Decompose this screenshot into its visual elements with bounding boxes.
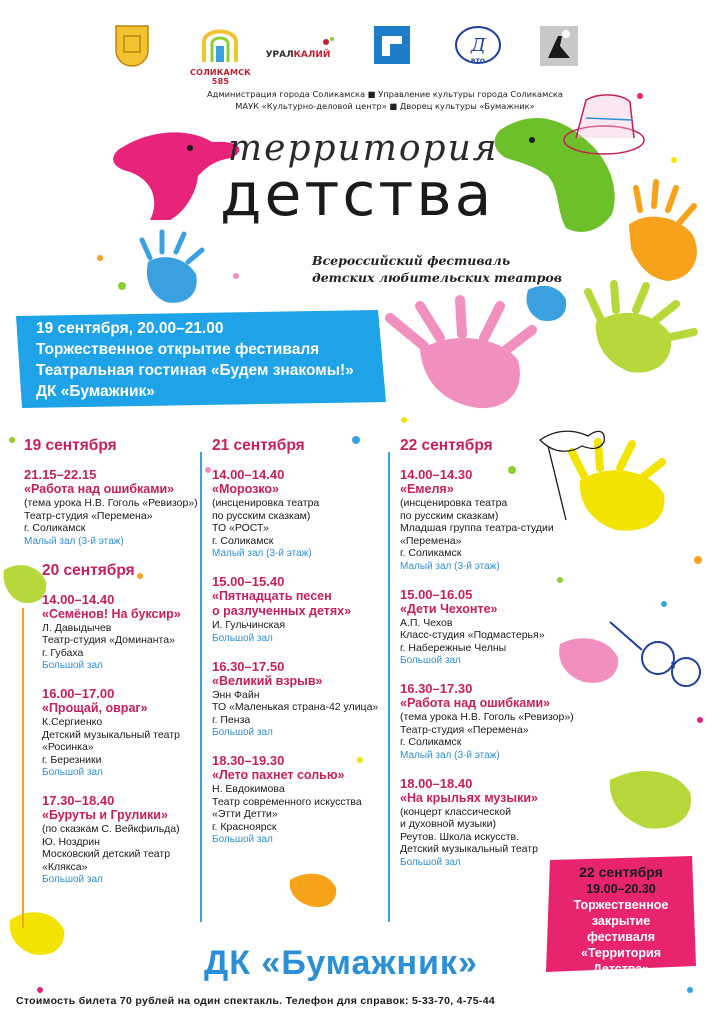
- event-hall: Большой зал: [42, 660, 103, 671]
- schedule-event: [400, 587, 580, 668]
- schedule-event: [212, 659, 388, 740]
- event-detail: Московский детский театр: [42, 848, 171, 860]
- event-detail: Реутов. Школа искусств.: [400, 830, 520, 843]
- schedule-event: [42, 793, 200, 886]
- event-title: «Буруты и Грулики»: [42, 808, 168, 822]
- event-time: 17.30–18.40: [42, 793, 115, 808]
- dk-figure-icon: [538, 22, 580, 68]
- event-detail: Театр-студия «Доминанта»: [42, 634, 175, 646]
- event-detail: Н. Евдокимова: [212, 783, 285, 795]
- uralkali-suffix: КАЛИЙ: [293, 50, 331, 60]
- closing-ceremony-text: [546, 864, 696, 977]
- yellow-hand-print-bottom-left: [10, 912, 64, 955]
- event-title: «Прощай, овраг»: [42, 701, 148, 715]
- event-hall: Малый зал (3-й этаж): [400, 560, 500, 572]
- event-detail: (инсценировка театра: [400, 497, 508, 509]
- event-hall: Малый зал (3-й этаж): [400, 749, 500, 761]
- event-detail: г. Набережные Челны: [400, 641, 507, 654]
- event-title: «Пятнадцать песен: [212, 589, 332, 603]
- day-heading: 21 сентября: [212, 437, 305, 454]
- event-detail: ТО «Маленькая страна-42 улица»: [212, 701, 379, 713]
- event-detail: И. Гульчинская: [212, 619, 286, 631]
- event-title: «Лето пахнет солью»: [212, 768, 345, 782]
- event-hall: Малый зал (3-й этаж): [24, 535, 124, 547]
- event-title: «Дети Чехонте»: [400, 601, 498, 616]
- closing-line: «Территория: [580, 946, 662, 960]
- event-detail: «Перемена»: [400, 534, 462, 547]
- event-detail: г. Красноярск: [212, 820, 277, 833]
- column-divider-2: [388, 452, 390, 922]
- schedule-event: [212, 467, 388, 560]
- blue-hand-print-right: [527, 286, 567, 321]
- kdc-logo: [372, 22, 412, 68]
- uralkali-logo-text: [266, 50, 331, 60]
- event-time: 15.00–16.05: [400, 586, 473, 602]
- opening-event-name: Торжественное открытие фестиваля: [36, 341, 320, 358]
- event-detail: Театр-студия «Перемена»: [400, 723, 529, 736]
- organizers-list: [170, 88, 600, 112]
- event-detail: и духовной музыки): [400, 818, 497, 830]
- event-hall: Малый зал (3-й этаж): [212, 548, 312, 559]
- event-detail: Ю. Ноздрин: [42, 835, 100, 848]
- event-detail: (тема урока Н.В. Гоголь «Ревизор»): [400, 711, 574, 723]
- schedule-event: [24, 467, 200, 548]
- event-hall: Большой зал: [212, 727, 273, 738]
- event-detail: г. Соликамск: [24, 522, 86, 534]
- event-hall: Большой зал: [400, 655, 461, 666]
- closing-line: Детства»: [592, 962, 650, 976]
- event-time: 14.00–14.40: [42, 591, 115, 607]
- event-detail: г. Соликамск: [400, 736, 462, 748]
- event-detail: Детский музыкальный театр: [400, 843, 538, 855]
- event-time: 16.00–17.00: [42, 686, 115, 701]
- uralkali-logo: [262, 36, 334, 60]
- solikamsk-logo-label: СОЛИКАМСК 585: [190, 68, 251, 86]
- event-time: 15.00–15.40: [212, 574, 285, 589]
- event-detail: г. Пенза: [212, 713, 251, 726]
- event-title: о разлученных детях»: [212, 604, 352, 618]
- event-detail: Энн Файн: [212, 688, 260, 701]
- event-title: «Великий взрыв»: [212, 673, 323, 688]
- opening-venue: ДК «Бумажник»: [36, 383, 155, 400]
- event-detail: (концерт классической: [400, 805, 511, 818]
- schedule-event: [42, 686, 200, 779]
- schedule-column-2: [212, 437, 388, 860]
- svg-text:Д: Д: [471, 35, 486, 56]
- festival-title-main: детства: [220, 160, 495, 230]
- schedule-event: [42, 592, 200, 673]
- schedule-column-1: [24, 437, 200, 900]
- opening-banner-text: [36, 318, 354, 402]
- glasses-doodle: [610, 622, 700, 686]
- schedule-event: [400, 776, 580, 869]
- day-section: [24, 562, 200, 887]
- event-detail: Класс-студия «Подмастерья»: [400, 629, 545, 641]
- day-heading: 22 сентября: [400, 437, 493, 454]
- event-detail: Младшая группа театра-студии: [400, 522, 554, 534]
- event-detail: Театр современного искусства: [212, 795, 362, 808]
- event-title: «Работа над ошибками»: [400, 696, 551, 710]
- festival-subtitle: Всероссийский фестиваль детских любительских театров: [312, 253, 562, 285]
- lime-hand-print-bottom-right: [610, 771, 691, 829]
- column-divider-1: [200, 452, 202, 922]
- closing-time: 19.00–20.30: [586, 882, 656, 896]
- event-detail: Детский музыкальный театр: [42, 728, 180, 741]
- event-detail: по русским сказкам): [400, 509, 499, 522]
- opening-banner: [16, 310, 386, 408]
- event-time: 18.30–19.30: [212, 753, 285, 768]
- ticket-price-footer: Стоимость билета 70 рублей на один спектакль. Телефон для справок: 5-33-70, 4-75-44: [16, 995, 495, 1007]
- event-detail: К.Сергиенко: [42, 716, 103, 728]
- event-detail: г. Соликамск: [400, 547, 462, 559]
- orange-hand-print: [632, 182, 694, 278]
- coat-of-arms-logo: [112, 22, 152, 68]
- day-heading: 19 сентября: [24, 437, 117, 454]
- coat-of-arms-icon: [112, 22, 152, 68]
- day-section: [24, 437, 200, 548]
- event-detail: г. Губаха: [42, 646, 84, 659]
- vto-logo: [452, 22, 504, 65]
- event-detail: Театр-студия «Перемена»: [24, 509, 153, 522]
- event-detail: «Этти Детти»: [212, 808, 278, 820]
- event-title: «На крыльях музыки»: [400, 790, 538, 805]
- closing-line: фестиваля: [586, 930, 656, 944]
- solikamsk-arch-icon: [198, 22, 242, 66]
- event-hall: Большой зал: [42, 767, 103, 778]
- uralkali-dots-icon: [262, 36, 334, 50]
- schedule-event: [400, 681, 580, 762]
- closing-line: Торжественное: [573, 898, 669, 912]
- yellow-hand-print-right: [580, 470, 665, 530]
- organizers-line-2: МАУК «Культурно-деловой центр» ■ Дворец культуры «Бумажник»: [235, 101, 535, 111]
- event-detail: Л. Давыдычев: [42, 621, 112, 634]
- solikamsk-585-logo: [190, 22, 251, 86]
- event-time: 16.30–17.50: [212, 658, 285, 674]
- day-heading: 20 сентября: [42, 561, 135, 579]
- event-title: «Морозко»: [212, 482, 279, 496]
- venue-name: ДК «Бумажник»: [204, 944, 478, 982]
- vto-logo-label: ВТО: [470, 58, 486, 65]
- event-time: 18.00–18.40: [400, 775, 473, 791]
- event-detail: по русским сказкам): [212, 509, 311, 522]
- event-detail: ТО «РОСТ»: [212, 522, 269, 534]
- schedule-event: [212, 753, 388, 846]
- event-title: «Семёнов! На буксир»: [42, 606, 181, 621]
- event-detail: (по сказкам С. Вейкфильда): [42, 823, 180, 835]
- event-title: «Работа над ошибками»: [24, 482, 175, 496]
- event-detail: г. Березники: [42, 753, 102, 766]
- dk-bumazhnik-logo: [538, 22, 580, 68]
- kdc-square-icon: [372, 22, 412, 68]
- event-hall: Большой зал: [42, 874, 103, 885]
- event-time: 16.30–17.30: [400, 681, 473, 696]
- opening-date-time: 19 сентября, 20.00–21.00: [36, 320, 224, 337]
- schedule-column-3: [400, 437, 580, 883]
- event-time: 21.15–22.15: [24, 467, 97, 482]
- event-time: 14.00–14.40: [212, 467, 285, 482]
- closing-date: 22 сентября: [579, 864, 663, 880]
- opening-event-subname: Театральная гостиная «Будем знакомы!»: [36, 362, 354, 379]
- event-detail: «Клякса»: [42, 860, 88, 873]
- event-hall: Большой зал: [400, 856, 461, 868]
- event-title: «Емеля»: [400, 482, 454, 496]
- closing-line: закрытие: [591, 914, 651, 928]
- closing-ceremony-box: [546, 856, 696, 976]
- event-detail: «Росинка»: [42, 741, 94, 753]
- organizers-line-1: Администрация города Соликамска ■ Управление культуры города Соликамска: [206, 89, 564, 99]
- event-hall: Большой зал: [212, 834, 273, 845]
- orange-hand-print-bottom: [290, 874, 337, 907]
- event-hall: Большой зал: [212, 632, 273, 644]
- event-time: 14.00–14.30: [400, 467, 473, 482]
- festival-title-top: территория: [228, 128, 499, 169]
- event-detail: А.П. Чехов: [400, 616, 453, 629]
- event-detail: г. Соликамск: [212, 534, 274, 547]
- event-detail: (инсценировка театра: [212, 497, 320, 509]
- event-detail: (тема урока Н.В. Гоголь «Ревизор»): [24, 497, 198, 509]
- uralkali-prefix: УРАЛ: [265, 50, 294, 60]
- schedule-event: [400, 467, 580, 573]
- schedule-event: [212, 574, 388, 645]
